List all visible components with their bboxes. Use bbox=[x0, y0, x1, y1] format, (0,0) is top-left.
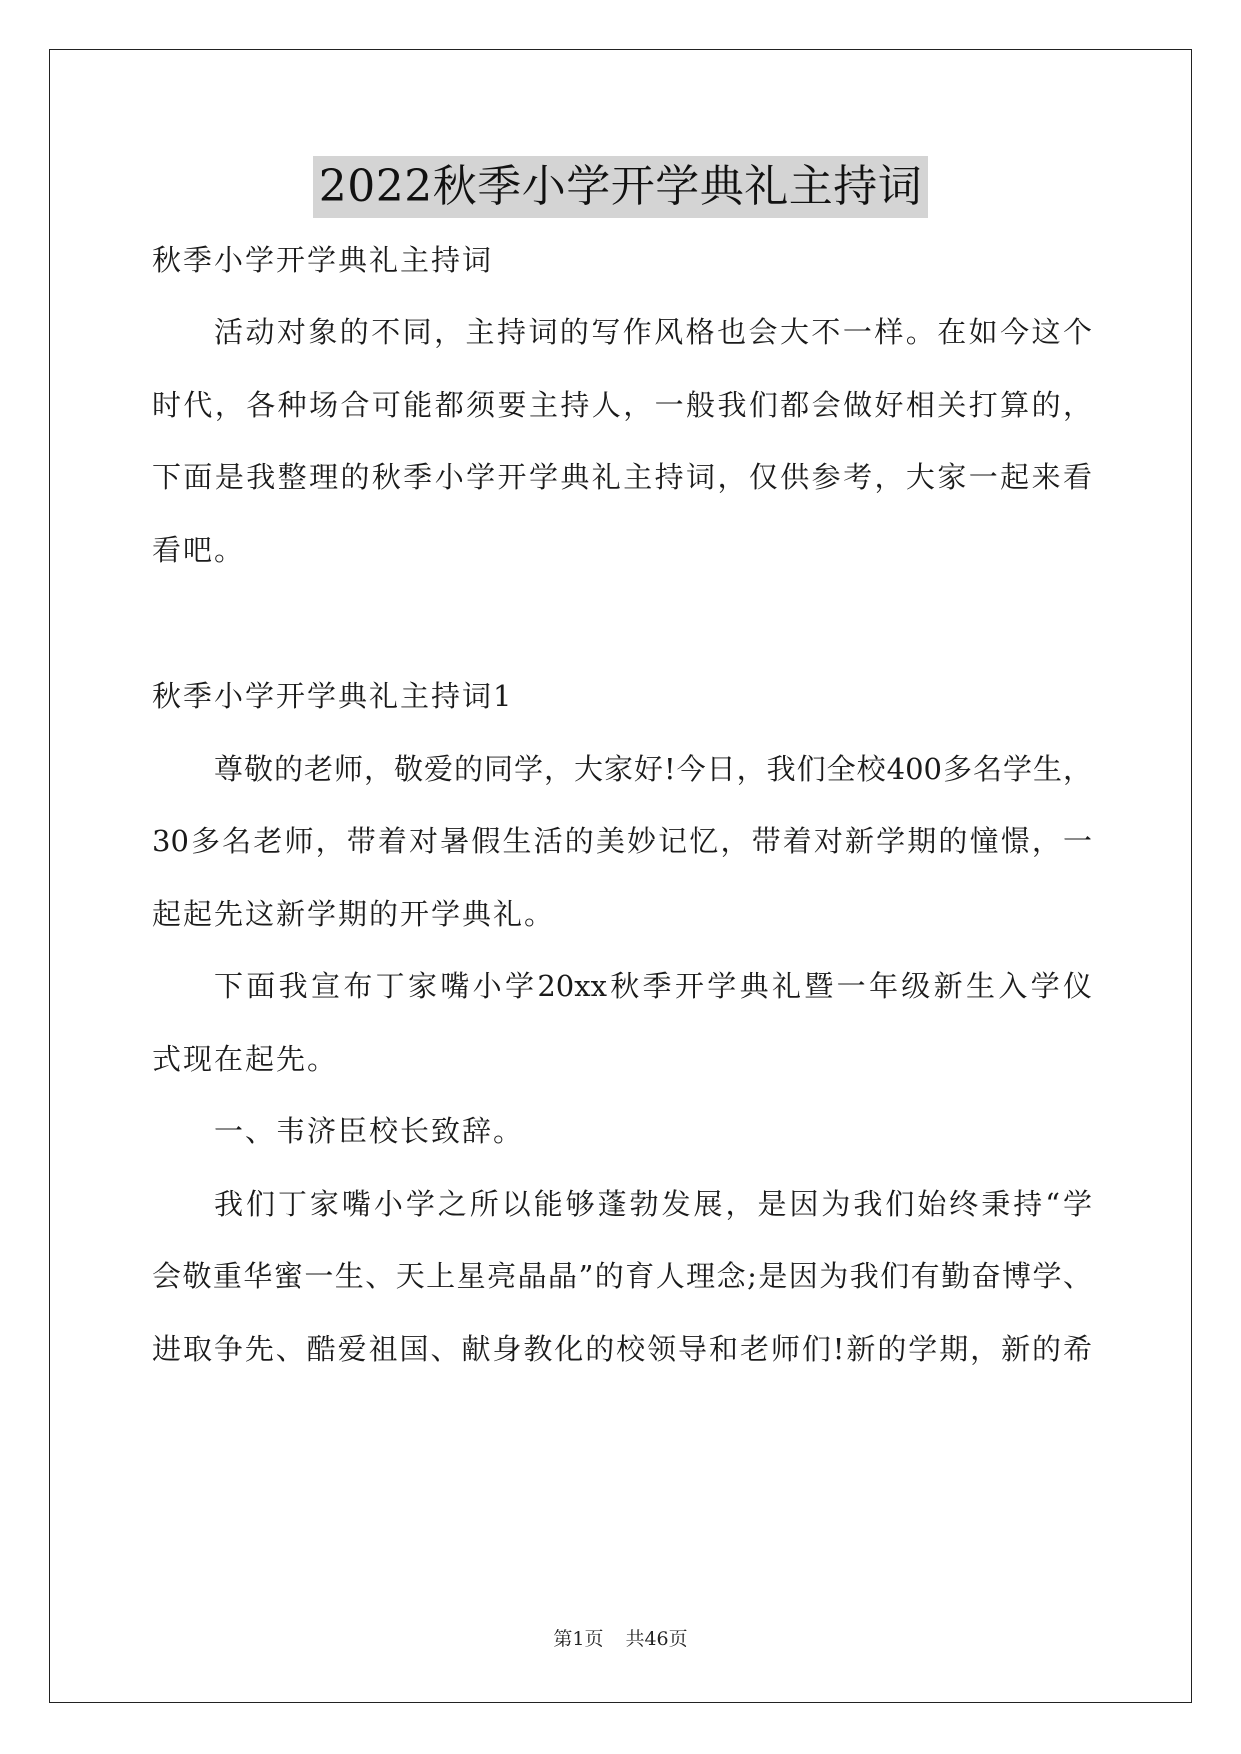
title-container bbox=[0, 156, 1241, 218]
paragraph-line: 式现在起先。 bbox=[152, 1042, 339, 1076]
section-heading: 秋季小学开学典礼主持词1 bbox=[152, 679, 514, 713]
subtitle: 秋季小学开学典礼主持词 bbox=[152, 243, 494, 277]
paragraph-line: 我们丁家嘴小学之所以能够蓬勃发展，是因为我们始终秉持“学 bbox=[214, 1187, 1092, 1221]
paragraph-line: 进取争先、酷爱祖国、献身教化的校领导和老师们!新的学期，新的希 bbox=[152, 1332, 1092, 1366]
page-total: 共46页 bbox=[625, 1628, 688, 1650]
paragraph-line: 30多名老师，带着对暑假生活的美妙记忆，带着对新学期的憧憬，一 bbox=[152, 824, 1092, 858]
document-title: 2022秋季小学开学典礼主持词 bbox=[313, 156, 928, 218]
paragraph-line: 会敬重华蜜一生、天上星亮晶晶”的育人理念;是因为我们有勤奋博学、 bbox=[152, 1259, 1092, 1293]
paragraph-line: 时代，各种场合可能都须要主持人，一般我们都会做好相关打算的， bbox=[152, 388, 1092, 422]
paragraph-line: 一、韦济臣校长致辞。 bbox=[214, 1114, 525, 1148]
page-footer bbox=[0, 1626, 1241, 1652]
page-number: 第1页 bbox=[553, 1628, 604, 1650]
paragraph-line: 活动对象的不同，主持词的写作风格也会大不一样。在如今这个 bbox=[214, 315, 1092, 349]
paragraph-line: 起起先这新学期的开学典礼。 bbox=[152, 897, 556, 931]
paragraph-line: 下面是我整理的秋季小学开学典礼主持词，仅供参考，大家一起来看 bbox=[152, 460, 1092, 494]
paragraph-line: 尊敬的老师，敬爱的同学，大家好!今日，我们全校400多名学生， bbox=[214, 752, 1092, 786]
paragraph-line: 下面我宣布丁家嘴小学20xx秋季开学典礼暨一年级新生入学仪 bbox=[214, 969, 1092, 1003]
page-border bbox=[49, 49, 1192, 1703]
paragraph-line: 看吧。 bbox=[152, 533, 246, 567]
